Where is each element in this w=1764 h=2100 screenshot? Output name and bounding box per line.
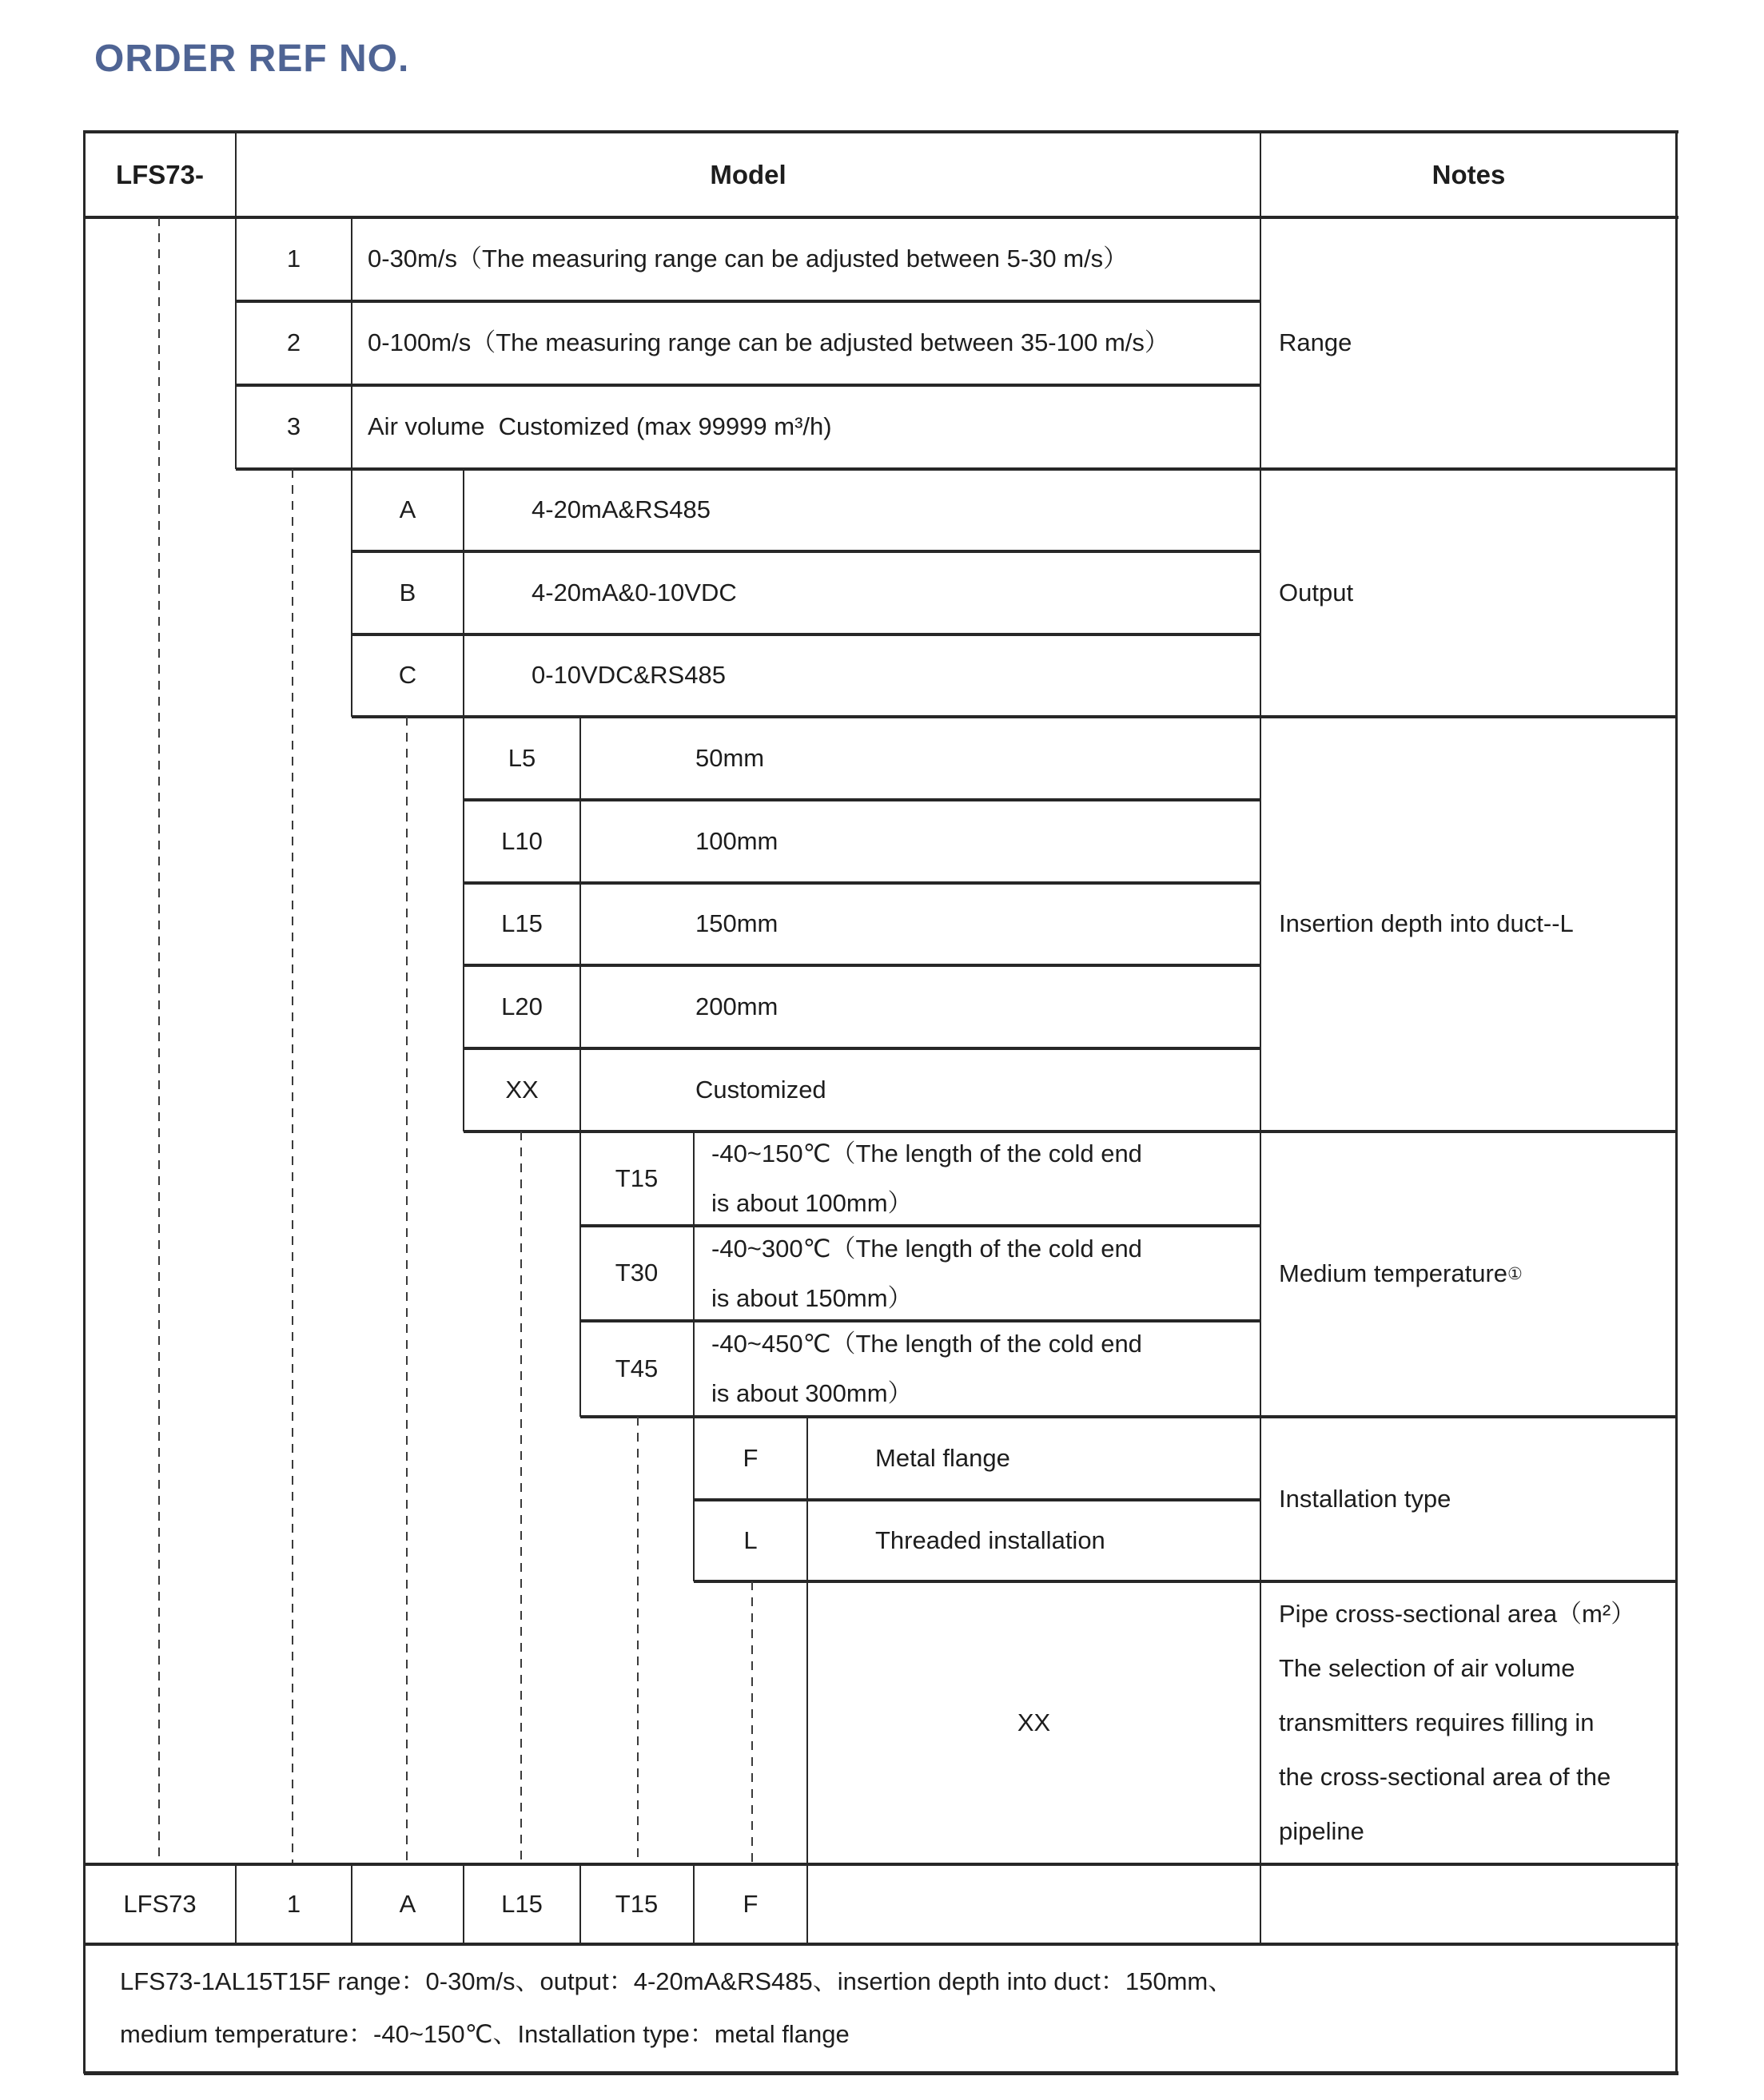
range-desc-cell: Air volume Customized (max 99999 m³/h) — [368, 412, 832, 441]
temperature-desc-line1: -40~300℃（The length of the cold end — [711, 1234, 1142, 1263]
output-code-cell: B — [399, 578, 416, 607]
range-desc-cell: 0-30m/s（The measuring range can be adjusted between 5-30 m/s） — [368, 245, 1129, 273]
range-note-cell: Range — [1279, 328, 1352, 357]
pipe-area-note-line: transmitters requires filling in — [1279, 1708, 1595, 1736]
example-code-output: A — [399, 1889, 416, 1918]
example-code-range: 1 — [286, 1889, 301, 1918]
insertion-code-cell: L10 — [501, 826, 543, 855]
range-desc-cell: 0-100m/s（The measuring range can be adjusted between 35-100 m/s） — [368, 328, 1169, 357]
header-notes: Notes — [1432, 159, 1506, 189]
insertion-desc-cell: 150mm — [695, 909, 778, 938]
dotted-trace-temperature — [637, 1417, 639, 1863]
example-code-installation: F — [743, 1889, 759, 1918]
temperature-desc-line2: is about 150mm） — [711, 1283, 913, 1312]
pipe-area-note-line: pipeline — [1279, 1817, 1364, 1845]
pipe-area-code-cell: XX — [1017, 1708, 1051, 1736]
installation-code-cell: F — [743, 1443, 759, 1472]
table-right-border — [1675, 130, 1678, 2074]
insertion-desc-cell: 100mm — [695, 826, 778, 855]
dotted-trace-prefix — [158, 217, 160, 1863]
pipe-area-note-line: Pipe cross-sectional area（m²） — [1279, 1600, 1636, 1628]
output-code-cell: A — [399, 495, 416, 524]
range-code-cell: 2 — [286, 328, 301, 357]
temperature-code-cell: T15 — [615, 1163, 659, 1192]
insertion-desc-cell: 200mm — [695, 992, 778, 1020]
example-code-insertion: L15 — [501, 1889, 543, 1918]
insertion-note-cell: Insertion depth into duct--L — [1279, 909, 1574, 938]
temperature-desc-cell — [711, 1132, 1255, 1226]
pipe-area-note-cell — [1279, 1581, 1670, 1864]
page-title: ORDER REF NO. — [94, 38, 410, 80]
output-desc-cell: 4-20mA&0-10VDC — [532, 578, 737, 607]
example-description — [120, 1944, 1654, 2072]
temperature-note-cell: Medium temperature ① — [1279, 1132, 1670, 1417]
temperature-desc-cell — [711, 1321, 1255, 1417]
pipe-area-note-line: the cross-sectional area of the — [1279, 1763, 1611, 1791]
temperature-code-cell: T45 — [615, 1354, 659, 1382]
insertion-desc-cell: Customized — [695, 1075, 826, 1104]
range-code-cell: 3 — [286, 412, 301, 441]
dotted-trace-insertion — [520, 1132, 522, 1863]
insertion-code-cell: XX — [505, 1075, 539, 1104]
temperature-desc-line2: is about 300mm） — [711, 1379, 913, 1407]
output-desc-cell: 0-10VDC&RS485 — [532, 661, 726, 690]
temperature-desc-line1: -40~150℃（The length of the cold end — [711, 1139, 1142, 1167]
installation-desc-cell: Metal flange — [875, 1443, 1010, 1472]
header-model: Model — [710, 159, 786, 189]
insertion-code-cell: L5 — [508, 743, 536, 772]
dotted-trace-output — [406, 717, 408, 1863]
temperature-desc-line2: is about 100mm） — [711, 1189, 913, 1217]
temperature-note-label: Medium temperature — [1279, 1259, 1508, 1288]
dotted-trace-installation — [751, 1581, 753, 1863]
dotted-trace-range — [292, 469, 293, 1863]
installation-desc-cell: Threaded installation — [875, 1525, 1105, 1554]
output-desc-cell: 4-20mA&RS485 — [532, 495, 711, 524]
temperature-desc-cell — [711, 1226, 1255, 1321]
example-description-line1: LFS73-1AL15T15F range：0-30m/s、output：4-20mA&RS485、insertion depth into duct：150mm、 — [120, 1967, 1233, 1995]
output-note-cell: Output — [1279, 578, 1354, 607]
range-code-cell: 1 — [286, 245, 301, 273]
output-code-cell: C — [398, 661, 417, 690]
pipe-area-note-line: The selection of air volume — [1279, 1654, 1575, 1682]
insertion-code-cell: L20 — [501, 992, 543, 1020]
example-description-line2: medium temperature：-40~150℃、Installation type：metal flange — [120, 2020, 850, 2048]
installation-code-cell: L — [743, 1525, 758, 1554]
table-left-border — [83, 130, 86, 2074]
insertion-desc-cell: 50mm — [695, 743, 765, 772]
installation-note-cell: Installation type — [1279, 1484, 1451, 1513]
example-code-temperature: T15 — [615, 1889, 659, 1918]
insertion-code-cell: L15 — [501, 909, 543, 938]
temperature-code-cell: T30 — [615, 1259, 659, 1287]
header-prefix: LFS73- — [115, 159, 205, 189]
example-code-prefix: LFS73 — [123, 1889, 197, 1918]
temperature-desc-line1: -40~450℃（The length of the cold end — [711, 1330, 1142, 1358]
